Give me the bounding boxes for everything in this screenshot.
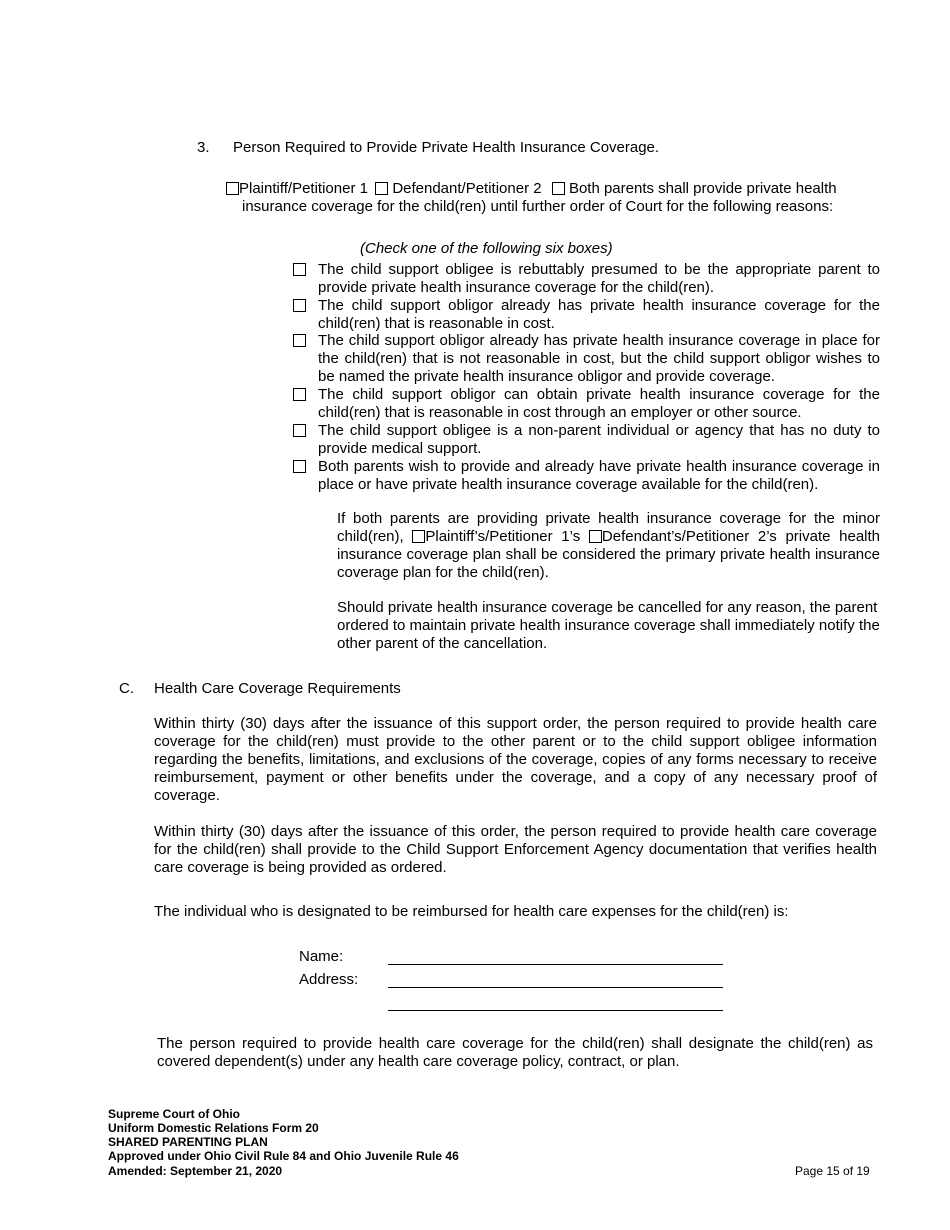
page-number: Page 15 of 19	[795, 1164, 870, 1178]
section-3-heading: Person Required to Provide Private Health Insurance Coverage.	[233, 139, 660, 156]
section-c-paragraph-2: Within thirty (30) days after the issuance of this order, the person required to provide health care coverage for the child(ren) shall provide to the Child Support Enforcement Agency documentation that verifies health care coverage is being provided as ordered.	[154, 823, 877, 876]
coverage-provider-options	[226, 180, 886, 198]
both-parents-option-label: Both parents shall provide private health	[568, 180, 837, 197]
primary-plaintiff-label: Plaintiff’s/Petitioner 1’s	[425, 528, 581, 545]
cancellation-paragraph: Should private health insurance coverage be cancelled for any reason, the parent ordered to maintain private health insurance coverage shall immediately notify the other parent of the cancellation.	[337, 599, 880, 652]
name-field-line[interactable]	[388, 964, 723, 965]
section-c-paragraph-4: The person required to provide health care coverage for the child(ren) shall designate the child(ren) as covered dependent(s) under any health care coverage policy, contract, or plan.	[157, 1035, 873, 1070]
check-instruction: (Check one of the following six boxes)	[360, 240, 613, 257]
footer-approval: Approved under Ohio Civil Rule 84 and Ohio Juvenile Rule 46	[108, 1149, 459, 1163]
reason-4-text: The child support obligor can obtain private health insurance coverage for the child(ren) that is reasonable in cost through an employer or other source.	[318, 386, 880, 421]
primary-plan-paragraph	[337, 510, 880, 582]
reason-3-text: The child support obligor already has private health insurance coverage in place for the child(ren) that is not reasonable in cost, but the child support obligor wishes to be named the private health insurance obligor and provide coverage.	[318, 332, 880, 385]
primary-plan-intro: If both parents are providing private health insurance coverage for the minor child(ren),	[337, 510, 880, 545]
plaintiff-checkbox[interactable]	[226, 182, 239, 195]
both-parents-option-continued: insurance coverage for the child(ren) until further order of Court for the following reasons:	[242, 198, 834, 215]
reason-5	[293, 422, 880, 458]
footer-court: Supreme Court of Ohio	[108, 1107, 240, 1121]
footer-form: Uniform Domestic Relations Form 20	[108, 1121, 319, 1135]
reason-6-checkbox[interactable]	[293, 460, 306, 473]
reason-1	[293, 261, 880, 297]
primary-plaintiff-checkbox[interactable]	[412, 530, 425, 543]
section-c-paragraph-3: The individual who is designated to be reimbursed for health care expenses for the child(ren) is:	[154, 903, 789, 920]
primary-defendant-checkbox[interactable]	[589, 530, 602, 543]
defendant-option-label: Defendant/Petitioner 2	[392, 180, 542, 197]
reason-6	[293, 458, 880, 494]
section-3-number: 3.	[197, 139, 210, 156]
name-label: Name:	[299, 948, 344, 965]
reason-2-text: The child support obligor already has private health insurance coverage for the child(ren) that is reasonable in cost.	[318, 297, 880, 332]
address-field-line-2[interactable]	[388, 1010, 723, 1011]
reason-1-text: The child support obligee is rebuttably presumed to be the appropriate parent to provide private health insurance coverage for the child(ren).	[318, 261, 880, 296]
plaintiff-option-label: Plaintiff/Petitioner 1	[239, 180, 368, 197]
reason-5-text: The child support obligee is a non-parent individual or agency that has no duty to provide medical support.	[318, 422, 880, 457]
reason-2-checkbox[interactable]	[293, 299, 306, 312]
reason-2	[293, 297, 880, 333]
reason-3-checkbox[interactable]	[293, 334, 306, 347]
address-label: Address:	[299, 971, 359, 988]
both-parents-checkbox[interactable]	[552, 182, 565, 195]
reason-6-text: Both parents wish to provide and already have private health insurance coverage in place or have private health insurance coverage available for the child(ren).	[318, 458, 880, 493]
defendant-checkbox[interactable]	[375, 182, 388, 195]
section-c-letter: C.	[119, 680, 134, 697]
reason-4-checkbox[interactable]	[293, 388, 306, 401]
address-field-line-1[interactable]	[388, 987, 723, 988]
section-c-paragraph-1: Within thirty (30) days after the issuance of this support order, the person required to provide health care coverage for the child(ren) must provide to the other parent or to the child support obligee information regarding the benefits, limitations, and exclusions of the coverage, copies of any forms necessary to receive reimbursement, payment or other benefits under the coverage, and a copy of any necessary proof of coverage.	[154, 715, 877, 804]
reason-5-checkbox[interactable]	[293, 424, 306, 437]
primary-defendant-label: Defendant’s/Petitioner 2’s	[601, 528, 777, 545]
reason-4	[293, 386, 880, 422]
reason-3	[293, 332, 880, 386]
reason-1-checkbox[interactable]	[293, 263, 306, 276]
footer-amended: Amended: September 21, 2020	[108, 1164, 283, 1178]
footer-plan-title: SHARED PARENTING PLAN	[108, 1135, 268, 1149]
section-c-heading: Health Care Coverage Requirements	[154, 680, 401, 697]
primary-plan-rest: private health insurance coverage plan shall be considered the primary private health insurance coverage plan for the child(ren).	[337, 528, 881, 581]
